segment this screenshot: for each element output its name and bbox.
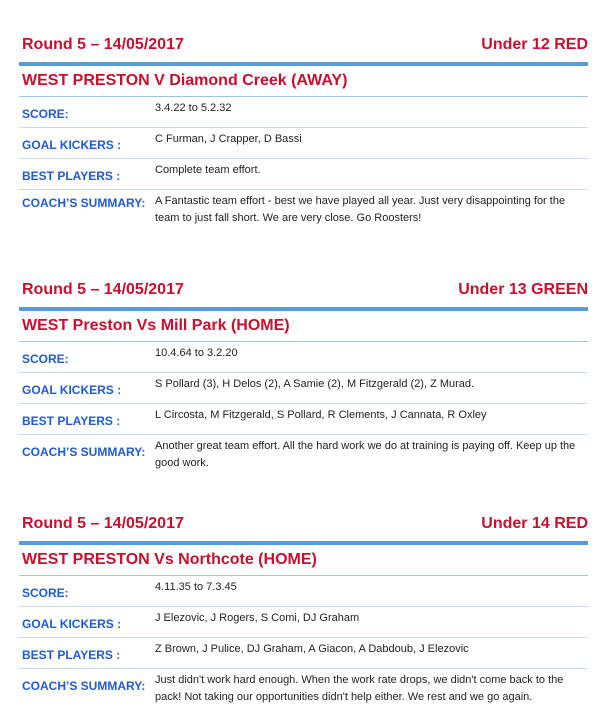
score-label: SCORE: xyxy=(22,107,69,121)
coach-summary-label: COACH’S SUMMARY: xyxy=(22,679,146,693)
score-value: 3.4.22 to 5.2.32 xyxy=(155,102,232,114)
round-date: Round 5 – 14/05/2017 xyxy=(22,281,184,298)
best-players-label: BEST PLAYERS : xyxy=(22,648,121,662)
goal-kickers-row xyxy=(19,128,588,159)
goal-kickers-row xyxy=(19,607,588,638)
round-date: Round 5 – 14/05/2017 xyxy=(22,36,184,53)
match-title: WEST Preston Vs Mill Park (HOME) xyxy=(22,317,290,334)
score-value: 4.11.35 to 7.3.45 xyxy=(155,581,237,593)
goal-kickers-row xyxy=(19,373,588,404)
best-players-value: Z Brown, J Pulice, DJ Graham, A Giacon, A Dabdoub, J Elezovic xyxy=(155,643,469,655)
match-title: WEST PRESTON Vs Northcote (HOME) xyxy=(22,551,317,568)
match-report-3 xyxy=(19,515,588,723)
goal-kickers-label: GOAL KICKERS : xyxy=(22,138,122,152)
goal-kickers-value: S Pollard (3), H Delos (2), A Samie (2), M Fitzgerald (2), Z Murad. xyxy=(155,378,475,390)
goal-kickers-label: GOAL KICKERS : xyxy=(22,617,122,631)
best-players-label: BEST PLAYERS : xyxy=(22,169,121,183)
score-row xyxy=(19,97,588,128)
score-row xyxy=(19,576,588,607)
match-report-1 xyxy=(19,36,588,230)
score-label: SCORE: xyxy=(22,586,69,600)
goal-kickers-value: J Elezovic, J Rogers, S Comi, DJ Graham xyxy=(155,612,360,624)
round-date: Round 5 – 14/05/2017 xyxy=(22,515,184,532)
coach-summary-label: COACH’S SUMMARY: xyxy=(22,445,146,459)
coach-summary-row xyxy=(19,190,588,230)
best-players-value: Complete team effort. xyxy=(155,164,261,176)
match-report-2 xyxy=(19,281,588,475)
goal-kickers-label: GOAL KICKERS : xyxy=(22,383,122,397)
coach-summary-value: Another great team effort. All the hard work we do at training is paying off. Keep up the good work. xyxy=(155,440,576,469)
coach-summary-row xyxy=(19,435,588,475)
coach-summary-row xyxy=(19,669,588,723)
best-players-row xyxy=(19,404,588,435)
round-header xyxy=(19,36,588,62)
best-players-value: L Circosta, M Fitzgerald, S Pollard, R Clements, J Cannata, R Oxley xyxy=(155,409,487,421)
team-name: Under 14 RED xyxy=(481,515,588,532)
best-players-row xyxy=(19,638,588,669)
coach-summary-label: COACH’S SUMMARY: xyxy=(22,196,146,210)
round-header xyxy=(19,281,588,307)
best-players-row xyxy=(19,159,588,190)
coach-summary-value: A Fantastic team effort - best we have played all year. Just very disappointing for the team to just fall short. We are very close. Go Roosters! xyxy=(155,195,566,224)
best-players-label: BEST PLAYERS : xyxy=(22,414,121,428)
score-value: 10.4.64 to 3.2.20 xyxy=(155,347,238,359)
coach-summary-value: Just didn't work hard enough. When the work rate drops, we didn't come back to the pack! Not taking our opportunities didn't help either. We rest and we go again. xyxy=(155,674,564,703)
match-title: WEST PRESTON V Diamond Creek (AWAY) xyxy=(22,72,348,89)
score-row xyxy=(19,342,588,373)
team-name: Under 13 GREEN xyxy=(458,281,588,298)
score-label: SCORE: xyxy=(22,352,69,366)
team-name: Under 12 RED xyxy=(481,36,588,53)
goal-kickers-value: C Furman, J Crapper, D Bassi xyxy=(155,133,302,145)
round-header xyxy=(19,515,588,541)
